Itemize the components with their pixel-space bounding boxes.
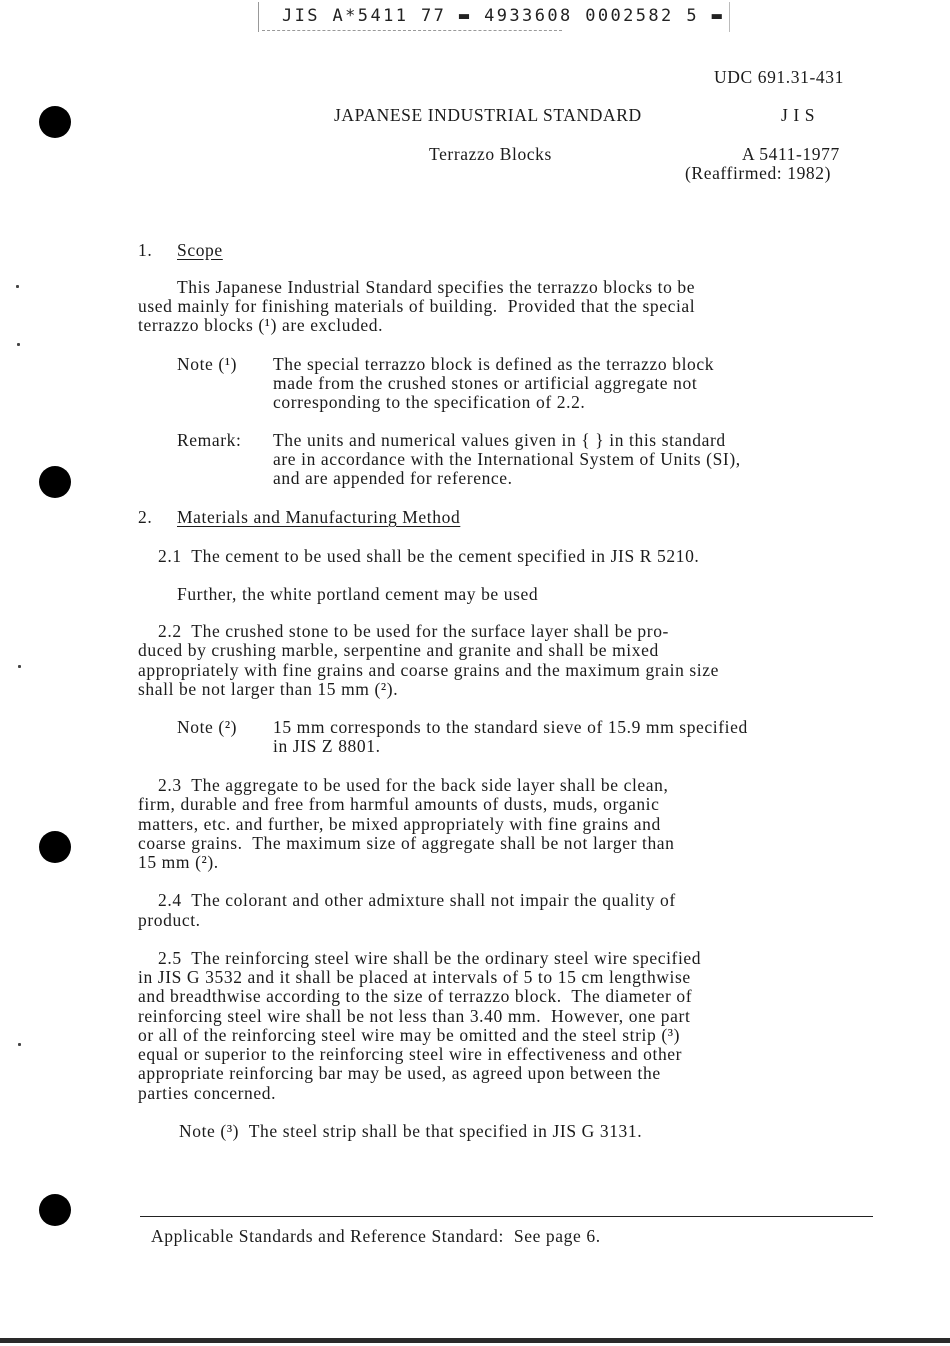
note-1-line: corresponding to the specification of 2.2. — [273, 392, 586, 412]
jis-mark: J I S — [781, 105, 816, 125]
clause-2-2-line: 2.2 The crushed stone to be used for the surface layer shall be pro- — [158, 621, 669, 641]
punch-hole — [39, 466, 71, 498]
note-1-line: The special terrazzo block is defined as the terrazzo block — [273, 354, 715, 374]
clause-2-4-line: 2.4 The colorant and other admixture shall not impair the quality of — [158, 890, 676, 910]
clause-2-2-line: shall be not larger than 15 mm (²). — [138, 679, 399, 699]
header-stamp-code: JIS A*5411 77 ▬ 4933608 0002582 5 ▬ — [282, 6, 725, 26]
remark-line: are in accordance with the International System of Units (SI), — [273, 449, 741, 469]
clause-2-2-line: duced by crushing marble, serpentine and granite and shall be mixed — [138, 640, 659, 660]
footer-rule — [140, 1216, 873, 1217]
note-1-label: Note (¹) — [177, 354, 238, 374]
clause-2-5-line: reinforcing steel wire shall be not less than 3.40 mm. However, one part — [138, 1006, 691, 1026]
clause-2-5-line: in JIS G 3532 and it shall be placed at intervals of 5 to 15 cm lengthwise — [138, 967, 691, 987]
section-1-number: 1. — [138, 240, 153, 260]
footer-reference: Applicable Standards and Reference Standard: See page 6. — [151, 1226, 601, 1246]
scope-line: used mainly for finishing materials of building. Provided that the special — [138, 296, 696, 316]
remark-line: and are appended for reference. — [273, 468, 513, 488]
document-title: Terrazzo Blocks — [429, 144, 552, 164]
remark-label: Remark: — [177, 430, 242, 450]
clause-2-5-line: equal or superior to the reinforcing steel wire in effectiveness and other — [138, 1044, 683, 1064]
clause-2-5-line: 2.5 The reinforcing steel wire shall be the ordinary steel wire specified — [158, 948, 702, 968]
header-stamp-underline — [262, 30, 562, 31]
clause-2-5-line: or all of the reinforcing steel wire may be omitted and the steel strip (³) — [138, 1025, 681, 1045]
clause-2-3-line: 2.3 The aggregate to be used for the back side layer shall be clean, — [158, 775, 669, 795]
remark-line: The units and numerical values given in { } in this standard — [273, 430, 726, 450]
clause-2-5-line: appropriate reinforcing bar may be used, as agreed upon between the — [138, 1063, 661, 1083]
clause-2-3-line: matters, etc. and further, be mixed appropriately with fine grains and — [138, 814, 661, 834]
scan-speck — [18, 665, 21, 668]
punch-hole — [39, 1194, 71, 1226]
scope-line: This Japanese Industrial Standard specifies the terrazzo blocks to be — [177, 277, 696, 297]
scan-bottom-edge — [0, 1338, 950, 1343]
clause-2-3-line: coarse grains. The maximum size of aggregate shall be not larger than — [138, 833, 675, 853]
clause-2-3-line: 15 mm (²). — [138, 852, 219, 872]
clause-2-1: 2.1 The cement to be used shall be the cement specified in JIS R 5210. — [158, 546, 700, 566]
standard-org: JAPANESE INDUSTRIAL STANDARD — [334, 105, 642, 125]
scope-line: terrazzo blocks (¹) are excluded. — [138, 315, 384, 335]
note-2-line: in JIS Z 8801. — [273, 736, 381, 756]
udc-number: UDC 691.31-431 — [714, 67, 844, 87]
note-3: Note (³) The steel strip shall be that specified in JIS G 3131. — [179, 1121, 643, 1141]
note-2-line: 15 mm corresponds to the standard sieve of 15.9 mm specified — [273, 717, 748, 737]
clause-2-1-continued: Further, the white portland cement may be used — [177, 584, 539, 604]
punch-hole — [39, 106, 71, 138]
note-2-label: Note (²) — [177, 717, 238, 737]
clause-2-5-line: parties concerned. — [138, 1083, 277, 1103]
punch-hole — [39, 831, 71, 863]
reaffirmed-year: (Reaffirmed: 1982) — [685, 163, 832, 183]
section-1-heading: Scope — [177, 240, 223, 260]
section-2-number: 2. — [138, 507, 153, 527]
clause-2-3-line: firm, durable and free from harmful amounts of dusts, muds, organic — [138, 794, 660, 814]
clause-2-5-line: and breadthwise according to the size of terrazzo block. The diameter of — [138, 986, 693, 1006]
note-1-line: made from the crushed stones or artificial aggregate not — [273, 373, 698, 393]
standard-number: A 5411-1977 — [742, 144, 840, 164]
scan-speck — [16, 285, 19, 288]
clause-2-2-line: appropriately with fine grains and coarse grains and the maximum grain size — [138, 660, 720, 680]
section-2-heading: Materials and Manufacturing Method — [177, 507, 461, 527]
clause-2-4-line: product. — [138, 910, 201, 930]
scan-speck — [18, 1043, 21, 1046]
scan-speck — [17, 343, 20, 346]
